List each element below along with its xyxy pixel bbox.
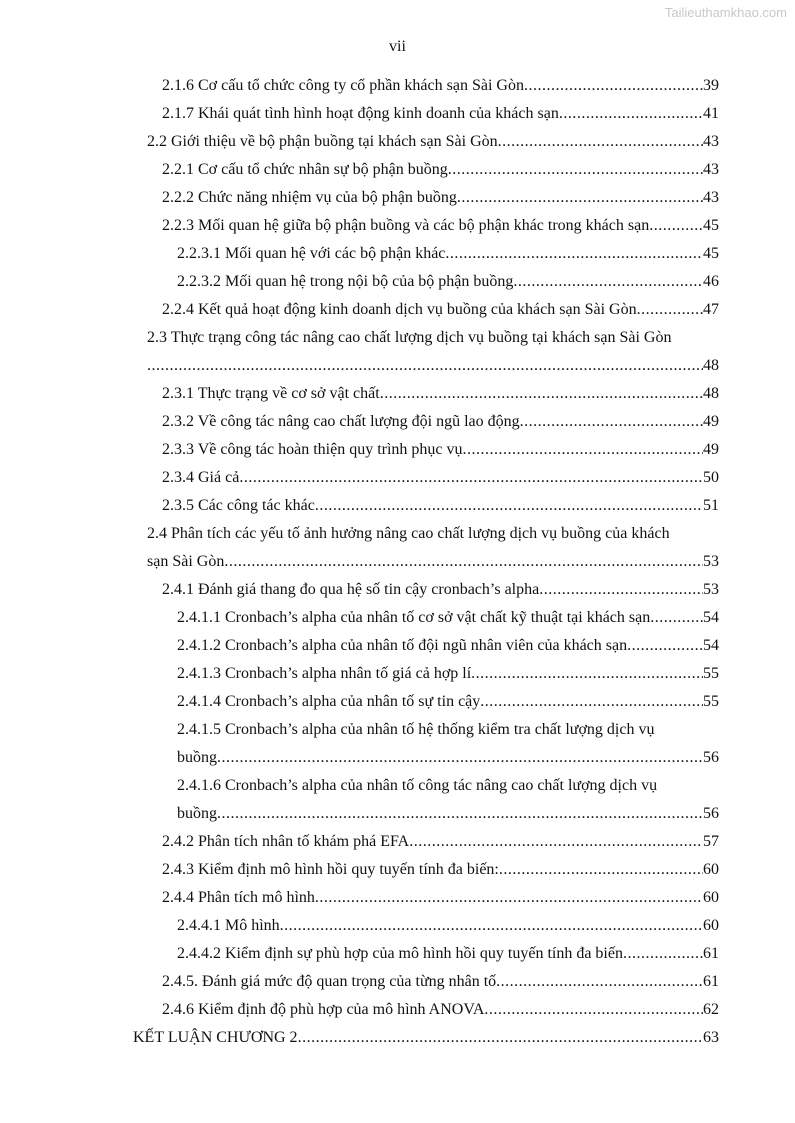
toc-entry-page: 60 [703, 861, 719, 878]
toc-entry-page: 61 [703, 945, 719, 962]
toc-entry-page: 53 [703, 553, 719, 570]
toc-entry[interactable] [177, 632, 719, 659]
toc-entry-title: 2.4.5. Đánh giá mức độ quan trọng của từng nhân tố [162, 973, 497, 990]
toc-entry-page: 43 [703, 189, 719, 206]
toc-leader-dots [539, 576, 703, 603]
toc-entry-title: 2.4.1.4 Cronbach’s alpha của nhân tố sự tin cậy [177, 693, 481, 710]
toc-leader-dots [457, 184, 703, 211]
toc-leader-dots [280, 912, 703, 939]
toc-entry-title: 2.3.1 Thực trạng về cơ sở vật chất [162, 385, 380, 402]
toc-entry[interactable] [162, 100, 719, 127]
toc-entry[interactable] [162, 828, 719, 855]
toc-entry-page: 49 [703, 441, 719, 458]
toc-entry[interactable] [162, 436, 719, 463]
toc-entry[interactable] [162, 156, 719, 183]
toc-entry[interactable] [162, 576, 719, 603]
toc-entry[interactable] [162, 184, 719, 211]
toc-entry-page: 63 [703, 1029, 719, 1046]
toc-entry-wrapped[interactable] [177, 716, 719, 743]
toc-entry-page: 51 [703, 497, 719, 514]
toc-entry-page: 47 [703, 301, 719, 318]
toc-leader-dots [448, 156, 703, 183]
toc-entry[interactable] [162, 296, 719, 323]
toc-entry-title-continued: buồng [177, 749, 217, 766]
toc-entry-title-continued: sạn Sài Gòn [147, 553, 225, 570]
toc-entry-wrapped[interactable] [177, 772, 719, 799]
page-number: vii [389, 38, 406, 55]
toc-entry-page: 54 [703, 637, 719, 654]
toc-entry-continuation[interactable] [177, 744, 719, 771]
toc-entry[interactable] [177, 268, 719, 295]
toc-entry[interactable] [162, 380, 719, 407]
toc-leader-dots [480, 688, 703, 715]
toc-leader-dots [496, 968, 703, 995]
toc-entry[interactable] [177, 688, 719, 715]
toc-leader-dots [463, 436, 703, 463]
toc-entry-title: 2.4.1.1 Cronbach’s alpha của nhân tố cơ sở vật chất kỹ thuật tại khách sạn [177, 609, 651, 626]
toc-leader-dots [315, 492, 703, 519]
toc-entry-title: 2.1.7 Khái quát tình hình hoạt động kinh doanh của khách sạn [162, 105, 559, 122]
toc-entry-page: 43 [703, 161, 719, 178]
toc-entry[interactable] [147, 128, 719, 155]
toc-entry[interactable] [162, 996, 719, 1023]
toc-leader-dots [524, 72, 703, 99]
toc-entry-page: 56 [703, 805, 719, 822]
toc-entry-page: 39 [703, 77, 719, 94]
toc-entry-title: 2.2.2 Chức năng nhiệm vụ của bộ phận buồng [162, 189, 457, 206]
toc-entry-title: 2.2.3 Mối quan hệ giữa bộ phận buồng và các bộ phận khác trong khách sạn [162, 217, 650, 234]
toc-leader-dots [217, 744, 703, 771]
toc-leader-dots [627, 632, 703, 659]
toc-entry-title: 2.1.6 Cơ cấu tổ chức công ty cổ phần khách sạn Sài Gòn [162, 77, 524, 94]
toc-entry[interactable] [162, 968, 719, 995]
toc-entry-title: 2.4.1.6 Cronbach’s alpha của nhân tố công tác nâng cao chất lượng dịch vụ [177, 777, 658, 794]
toc-entry-page: 46 [703, 273, 719, 290]
toc-entry[interactable] [177, 940, 719, 967]
toc-entry-page: 48 [703, 357, 719, 374]
toc-entry[interactable] [177, 912, 719, 939]
toc-entry-title: 2.4.4.1 Mô hình [177, 917, 280, 934]
toc-entry-title: 2.3 Thực trạng công tác nâng cao chất lượng dịch vụ buồng tại khách sạn Sài Gòn [147, 329, 672, 346]
toc-entry-title: 2.3.3 Về công tác hoàn thiện quy trình phục vụ [162, 441, 463, 458]
toc-entry-page: 60 [703, 917, 719, 934]
toc-entry-page: 41 [703, 105, 719, 122]
toc-entry[interactable] [133, 1024, 719, 1051]
toc-entry-page: 55 [703, 693, 719, 710]
toc-entry[interactable] [177, 604, 719, 631]
toc-entry-title: 2.2 Giới thiệu về bộ phận buồng tại khách sạn Sài Gòn [147, 133, 498, 150]
toc-entry[interactable] [162, 884, 719, 911]
toc-leader-dots [315, 884, 703, 911]
toc-entry-page: 49 [703, 413, 719, 430]
toc-entry-page: 43 [703, 133, 719, 150]
toc-entry-page: 57 [703, 833, 719, 850]
toc-entry-page: 45 [703, 245, 719, 262]
toc-entry-title: 2.4.1 Đánh giá thang đo qua hệ số tin cậy cronbach’s alpha [162, 581, 540, 598]
toc-entry[interactable] [162, 856, 719, 883]
toc-entry-title: 2.4.1.2 Cronbach’s alpha của nhân tố đội ngũ nhân viên của khách sạn [177, 637, 628, 654]
toc-entry-continuation[interactable] [177, 800, 719, 827]
toc-entry[interactable] [162, 408, 719, 435]
toc-entry-title: 2.4.6 Kiểm định độ phù hợp của mô hình ANOVA [162, 1001, 485, 1018]
toc-leader-dots [380, 380, 703, 407]
toc-entry-title: 2.4.1.3 Cronbach’s alpha nhân tố giá cả hợp lí [177, 665, 472, 682]
toc-entry-continuation[interactable] [147, 548, 719, 575]
toc-leader-dots [623, 940, 703, 967]
toc-leader-dots [298, 1024, 703, 1051]
toc-leader-dots [649, 212, 703, 239]
toc-entry-title: 2.4.4.2 Kiểm định sự phù hợp của mô hình hồi quy tuyến tính đa biến [177, 945, 623, 962]
toc-leader-dots [637, 296, 703, 323]
toc-leader-dots [147, 352, 703, 379]
toc-leader-dots [471, 660, 703, 687]
toc-leader-dots [499, 856, 703, 883]
toc-entry-title: 2.3.5 Các công tác khác [162, 497, 315, 514]
toc-leader-dots [224, 548, 703, 575]
toc-entry-page: 53 [703, 581, 719, 598]
watermark: Tailieuthamkhao.com [664, 5, 787, 20]
toc-entry-title: 2.4.2 Phân tích nhân tố khám phá EFA [162, 833, 410, 850]
toc-entry-page: 54 [703, 609, 719, 626]
toc-leader-dots [217, 800, 703, 827]
toc-entry-title: 2.4.1.5 Cronbach’s alpha của nhân tố hệ thống kiểm tra chất lượng dịch vụ [177, 721, 655, 738]
toc-entry[interactable] [162, 72, 719, 99]
toc-entry-title: 2.4 Phân tích các yếu tố ảnh hưởng nâng cao chất lượng dịch vụ buồng của khách [147, 525, 670, 542]
toc-entry[interactable] [162, 492, 719, 519]
toc-entry-title: 2.2.1 Cơ cấu tổ chức nhân sự bộ phận buồng [162, 161, 448, 178]
toc-entry-title: KẾT LUẬN CHƯƠNG 2 [133, 1029, 298, 1046]
toc-entry[interactable] [162, 464, 719, 491]
toc-entry-title: 2.2.3.1 Mối quan hệ với các bộ phận khác [177, 245, 446, 262]
toc-leader-dots [409, 828, 703, 855]
toc-entry-wrapped[interactable] [147, 324, 719, 351]
toc-entry-title: 2.4.4 Phân tích mô hình [162, 889, 315, 906]
toc-entry-page: 48 [703, 385, 719, 402]
toc-entry-title: 2.4.3 Kiểm định mô hình hồi quy tuyến tính đa biến: [162, 861, 499, 878]
toc-entry-title: 2.2.4 Kết quả hoạt động kinh doanh dịch vụ buồng của khách sạn Sài Gòn [162, 301, 637, 318]
toc-leader-dots [520, 408, 703, 435]
toc-leader-dots [650, 604, 703, 631]
toc-leader-dots [498, 128, 703, 155]
toc-leader-dots [239, 464, 703, 491]
toc-entry-title: 2.3.4 Giá cả [162, 469, 240, 486]
toc-entry-continuation[interactable] [147, 352, 719, 379]
toc-entry[interactable] [177, 240, 719, 267]
toc-entry-page: 55 [703, 665, 719, 682]
toc-entry[interactable] [162, 212, 719, 239]
toc-entry-page: 61 [703, 973, 719, 990]
toc-entry-title-continued: buồng [177, 805, 217, 822]
toc-leader-dots [484, 996, 703, 1023]
toc-leader-dots [559, 100, 703, 127]
toc-leader-dots [445, 240, 703, 267]
toc-entry[interactable] [177, 660, 719, 687]
toc-leader-dots [513, 268, 703, 295]
toc-entry-page: 56 [703, 749, 719, 766]
toc-entry-page: 45 [703, 217, 719, 234]
toc-entry-title: 2.3.2 Về công tác nâng cao chất lượng đội ngũ lao động [162, 413, 520, 430]
toc-entry-page: 50 [703, 469, 719, 486]
toc-entry-page: 62 [703, 1001, 719, 1018]
toc-entry-wrapped[interactable] [147, 520, 719, 547]
toc-entry-page: 60 [703, 889, 719, 906]
toc-entry-title: 2.2.3.2 Mối quan hệ trong nội bộ của bộ phận buồng [177, 273, 514, 290]
